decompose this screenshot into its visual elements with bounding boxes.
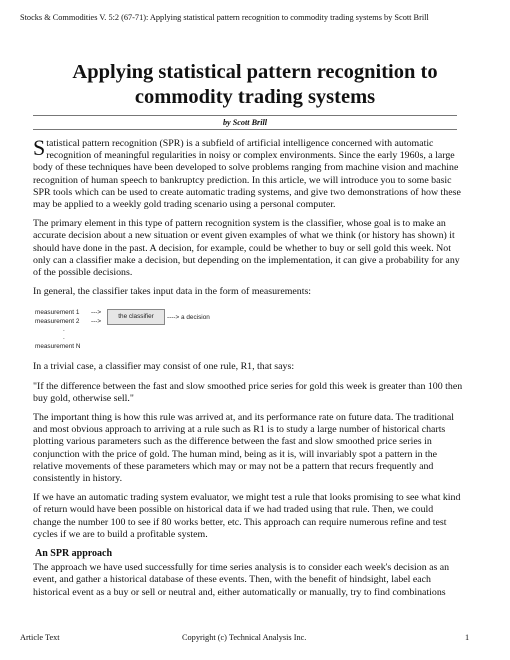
paragraph-measurements: In general, the classifier takes input data in the form of measurements: xyxy=(33,286,312,298)
paragraph-intro-text: tatistical pattern recognition (SPR) is a subfield of artificial intelligence concerned with automatic recognition of meaningful regularities in noisy or complex environments. Since the early 1960s, a large body of these techniques have been developed to solve problems ranging from machine vision and machine recognition of human speech to bankruptcy prediction. In this article, we will introduce you to some basic SPR tools which can be used to create automatic trading systems, and give two demonstrations of how these may be applied to a weekly gold trading scenario using a personal computer. xyxy=(33,138,461,211)
title-line-2: commodity trading systems xyxy=(134,86,376,108)
paragraph-spr-approach: The approach we have used successfully for time series analysis is to consider each week's decision as an event, and gather a historical database of these events. Then, with the benefit of hindsight, label each historical event as a buy or sell or neutral and, either automatically or manually, try to find combinations xyxy=(33,562,450,598)
diagram-dot-1: . xyxy=(63,326,65,334)
title-rule-top xyxy=(33,115,457,116)
diagram-arrow-2: ---> xyxy=(91,318,102,326)
drop-cap: S xyxy=(33,135,46,160)
diagram-output: ----> a decision xyxy=(167,314,210,322)
byline: by Scott Brill xyxy=(222,118,268,127)
article-title xyxy=(20,60,490,110)
paragraph-rule-quote: "If the difference between the fast and slow smoothed price series for gold this week is greater than 100 then buy gold, otherwise sell." xyxy=(33,380,463,404)
title-line-1: Applying statistical pattern recognition to xyxy=(72,61,438,83)
paragraph-trivial-case: In a trivial case, a classifier may consist of one rule, R1, that says: xyxy=(33,361,295,373)
diagram-measurement-1: measurement 1 xyxy=(35,309,80,317)
diagram-measurement-n: measurement N xyxy=(35,343,81,351)
paragraph-evaluator: If we have an automatic trading system evaluator, we might test a rule that looks promising to see what kind of return would have been possible on historical data if we had traded using that rule. Then, we could change the number 100 to see if 80 works better, etc. This approach can require numerous refine and test cycles if we are to build a profitable system. xyxy=(33,492,461,540)
paragraph-rule-discussion: The important thing is how this rule was arrived at, and its performance rate on future data. The traditional and most obvious approach to arriving at a rule such as R1 is to study a large number of historical charts plotting various parameters such as the difference between the fast and slow smoothed price series in conjunction with the price of gold. The human mind, being as it is, will invariably spot a pattern in the relative movements of these parameters which may or may not be a pattern that recurs frequently and consistently in history. xyxy=(33,412,455,485)
section-heading: An SPR approach xyxy=(35,548,113,560)
classifier-diagram xyxy=(33,305,233,351)
running-header: Stocks & Commodities V. 5:2 (67-71): Applying statistical pattern recognition to commodity trading systems by Scott Brill xyxy=(20,13,429,22)
footer-left: Article Text xyxy=(20,633,60,642)
footer-page-number: 1 xyxy=(465,633,470,642)
footer-copyright: Copyright (c) Technical Analysis Inc. xyxy=(182,633,307,642)
paragraph-classifier: The primary element in this type of pattern recognition system is the classifier, whose goal is to make an accurate decision about a new situation or event given examples of what we think (or history has shown) it should have done in the past. A decision, for example, could be whether to buy or sell gold this week. Not only can a classifier make a decision, but depending on the implementation, it can give a probability for any of the possible decisions. xyxy=(33,218,460,279)
diagram-classifier-label: the classifier xyxy=(118,313,154,321)
article-body xyxy=(33,135,463,606)
paragraph-intro xyxy=(33,135,463,211)
diagram-measurement-2: measurement 2 xyxy=(35,318,80,326)
title-rule-bottom xyxy=(33,129,457,130)
diagram-arrow-1: ---> xyxy=(91,309,102,317)
diagram-dot-2: . xyxy=(63,334,65,342)
diagram-classifier-box xyxy=(107,309,165,325)
